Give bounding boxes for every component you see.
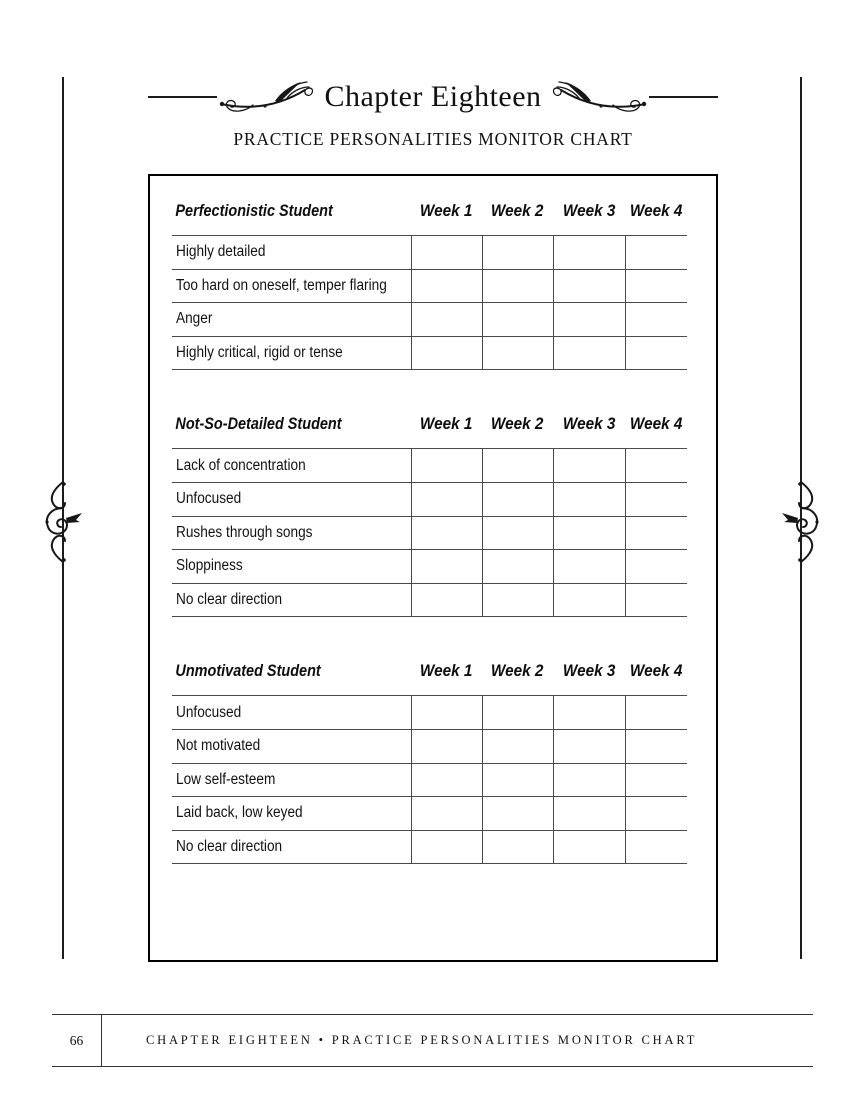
week-2-cell <box>482 236 553 269</box>
heading-rule-right <box>649 96 718 98</box>
week-3-cell <box>553 517 625 550</box>
table-row <box>172 695 687 729</box>
week-1-cell <box>411 550 482 583</box>
week-2-cell <box>482 764 553 797</box>
row-label: Lack of concentration <box>176 456 306 474</box>
week-3-cell <box>553 483 625 516</box>
week-4-cell <box>625 730 687 763</box>
week-4-cell <box>625 449 687 482</box>
section-title: Unmotivated Student <box>175 661 321 681</box>
chapter-heading <box>148 74 718 120</box>
week-1-cell <box>411 449 482 482</box>
week-1-cell <box>411 337 482 370</box>
page-footer <box>52 1014 813 1067</box>
table-row <box>172 516 687 550</box>
week-3-cell <box>553 337 625 370</box>
week-3-cell <box>553 303 625 336</box>
week-1-header: Week 1 <box>420 661 473 681</box>
section-title: Not-So-Detailed Student <box>175 414 342 434</box>
week-3-cell <box>553 831 625 864</box>
running-head: CHAPTER EIGHTEEN • PRACTICE PERSONALITIES MONITOR CHART <box>146 1033 698 1047</box>
week-2-cell <box>482 550 553 583</box>
week-3-header: Week 3 <box>562 414 616 434</box>
week-1-cell <box>411 764 482 797</box>
table-row <box>172 336 687 370</box>
section-title: Perfectionistic Student <box>175 201 333 220</box>
week-2-cell <box>482 303 553 336</box>
flourish-icon <box>219 77 314 117</box>
week-2-cell <box>482 270 553 303</box>
row-label: Anger <box>176 310 213 328</box>
week-2-cell <box>482 483 553 516</box>
week-3-cell <box>553 696 625 729</box>
page-number: 66 <box>52 1015 102 1066</box>
week-4-cell <box>625 236 687 269</box>
table-row <box>172 448 687 482</box>
week-1-cell <box>411 270 482 303</box>
table-row <box>172 796 687 830</box>
week-2-cell <box>482 797 553 830</box>
week-2-cell <box>482 831 553 864</box>
table-row <box>172 763 687 797</box>
week-4-header: Week 4 <box>629 661 683 681</box>
scroll-ornament-icon <box>778 478 824 566</box>
table-row <box>172 269 687 303</box>
table-row <box>172 235 687 269</box>
row-label: Highly critical, rigid or tense <box>176 344 343 362</box>
week-3-cell <box>553 797 625 830</box>
week-3-cell <box>553 584 625 617</box>
week-1-cell <box>411 797 482 830</box>
week-1-cell <box>411 730 482 763</box>
week-2-cell <box>482 730 553 763</box>
week-2-header: Week 2 <box>491 201 544 220</box>
row-label: Highly detailed <box>176 243 266 261</box>
week-1-cell <box>411 236 482 269</box>
scroll-ornament-icon <box>40 478 86 566</box>
week-4-header: Week 4 <box>629 201 683 220</box>
week-4-cell <box>625 797 687 830</box>
monitor-table <box>172 695 687 864</box>
week-1-cell <box>411 696 482 729</box>
week-3-cell <box>553 270 625 303</box>
week-4-header: Week 4 <box>629 414 683 434</box>
week-2-cell <box>482 584 553 617</box>
week-4-cell <box>625 483 687 516</box>
table-row <box>172 302 687 336</box>
week-4-cell <box>625 764 687 797</box>
table-row <box>172 729 687 763</box>
chapter-title: Chapter Eighteen <box>324 80 542 113</box>
week-3-cell <box>553 730 625 763</box>
section-header-row <box>172 201 687 221</box>
week-2-cell <box>482 337 553 370</box>
page-title: PRACTICE PERSONALITIES MONITOR CHART <box>233 129 633 149</box>
row-label: Low self-esteem <box>176 770 276 788</box>
week-4-cell <box>625 696 687 729</box>
table-row <box>172 482 687 516</box>
week-1-cell <box>411 517 482 550</box>
section-header-row <box>172 414 687 434</box>
row-label: No clear direction <box>176 838 283 856</box>
table-row <box>172 549 687 583</box>
row-label: Unfocused <box>176 703 242 721</box>
week-3-cell <box>553 449 625 482</box>
row-label: Sloppiness <box>176 557 243 575</box>
flourish-icon <box>552 77 647 117</box>
section-perfectionistic-student <box>172 201 687 370</box>
section-unmotivated-student <box>172 661 687 864</box>
week-3-header: Week 3 <box>562 201 616 220</box>
week-1-header: Week 1 <box>420 201 473 220</box>
monitor-table <box>172 448 687 617</box>
row-label: Too hard on oneself, temper flaring <box>176 276 387 294</box>
section-header-row <box>172 661 687 681</box>
week-3-cell <box>553 236 625 269</box>
row-label: Unfocused <box>176 490 242 508</box>
monitor-chart-box <box>148 174 718 962</box>
week-4-cell <box>625 550 687 583</box>
week-4-cell <box>625 831 687 864</box>
week-4-cell <box>625 337 687 370</box>
week-3-cell <box>553 764 625 797</box>
week-2-header: Week 2 <box>491 661 544 681</box>
table-row <box>172 830 687 864</box>
week-3-cell <box>553 550 625 583</box>
heading-rule-left <box>148 96 217 98</box>
row-label: No clear direction <box>176 591 283 609</box>
week-1-cell <box>411 303 482 336</box>
week-3-header: Week 3 <box>562 661 616 681</box>
week-2-cell <box>482 449 553 482</box>
week-2-cell <box>482 517 553 550</box>
week-1-header: Week 1 <box>420 414 473 434</box>
table-row <box>172 583 687 617</box>
week-4-cell <box>625 517 687 550</box>
week-1-cell <box>411 584 482 617</box>
week-4-cell <box>625 584 687 617</box>
week-1-cell <box>411 831 482 864</box>
row-label: Laid back, low keyed <box>176 804 303 822</box>
week-2-cell <box>482 696 553 729</box>
row-label: Not motivated <box>176 737 261 755</box>
section-not-so-detailed-student <box>172 414 687 617</box>
week-2-header: Week 2 <box>491 414 544 434</box>
row-label: Rushes through songs <box>176 523 313 541</box>
monitor-table <box>172 235 687 370</box>
week-1-cell <box>411 483 482 516</box>
week-4-cell <box>625 303 687 336</box>
week-4-cell <box>625 270 687 303</box>
